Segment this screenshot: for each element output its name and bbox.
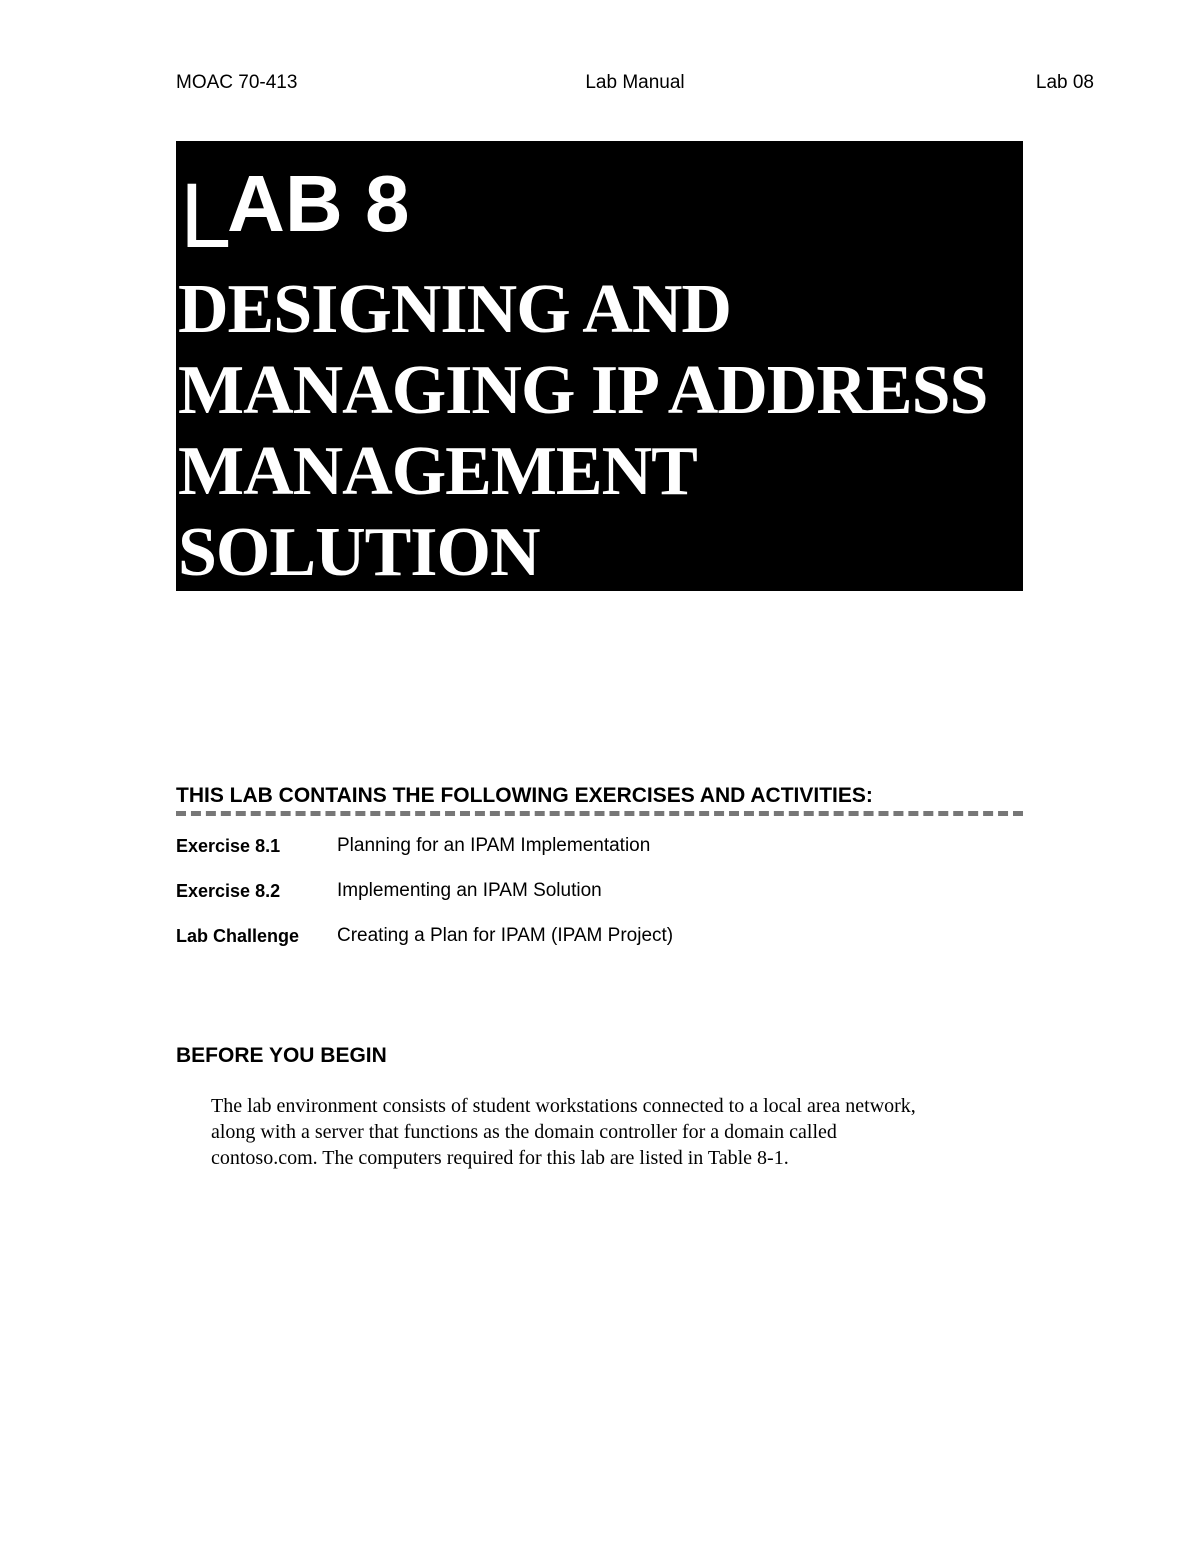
header-lab-number: Lab 08	[1035, 72, 1094, 93]
exercise-label: Exercise 8.2	[176, 881, 281, 901]
lab-number-rest: AB 8	[227, 159, 410, 248]
exercise-label: Exercise 8.1	[176, 836, 281, 856]
exercise-title: Implementing an IPAM Solution	[337, 880, 602, 901]
exercise-list	[176, 834, 1023, 969]
page-header	[176, 72, 1094, 96]
exercise-row	[176, 924, 1023, 969]
exercises-heading: THIS LAB CONTAINS THE FOLLOWING EXERCISES AND ACTIVITIES:	[176, 783, 1023, 816]
chapter-title-block	[176, 141, 1023, 591]
chapter-title: DESIGNING AND MANAGING IP ADDRESS MANAGEMENT SOLUTION	[178, 271, 988, 591]
header-manual-title: Lab Manual	[585, 72, 685, 93]
exercise-title: Creating a Plan for IPAM (IPAM Project)	[337, 925, 674, 946]
before-you-begin-body: The lab environment consists of student workstations connected to a local area network, along with a server that functions as the domain controller for a domain called contoso.com. The computers required for this lab are listed in Table 8-1.	[211, 1095, 916, 1169]
before-you-begin-heading: BEFORE YOU BEGIN	[176, 1044, 387, 1067]
lab-number-initial: L	[180, 165, 228, 267]
header-course-code: MOAC 70-413	[176, 72, 298, 93]
exercise-label: Lab Challenge	[176, 926, 300, 946]
exercise-row	[176, 834, 1023, 879]
lab-number	[180, 155, 410, 267]
exercise-row	[176, 879, 1023, 924]
exercise-title: Planning for an IPAM Implementation	[337, 835, 651, 856]
